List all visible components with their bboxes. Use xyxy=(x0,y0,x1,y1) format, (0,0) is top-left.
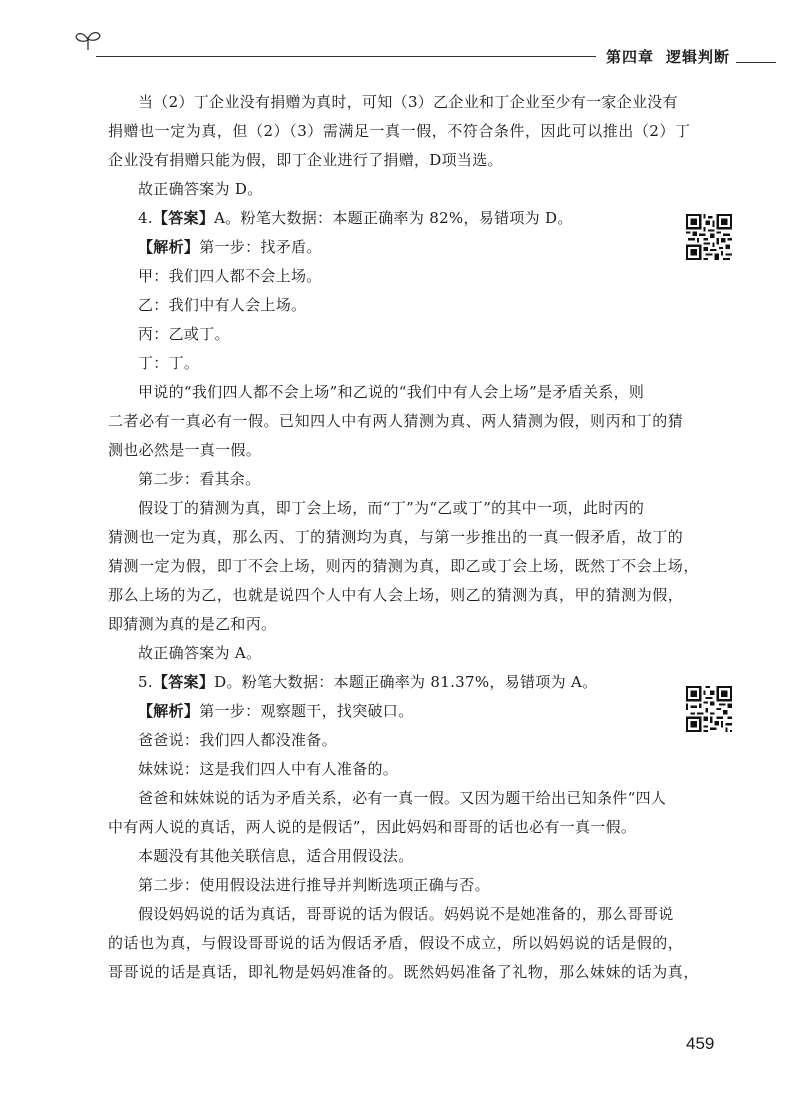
text-line: 即猜测为真的是乙和丙。 xyxy=(108,615,277,633)
analysis-label: 【解析】 xyxy=(138,702,200,720)
text-line: 哥哥说的话是真话，即礼物是妈妈准备的。既然妈妈准备了礼物，那么妹妹的话为真， xyxy=(108,963,699,981)
text-line: 企业没有捐赠只能为假，即丁企业进行了捐赠，D项当选。 xyxy=(108,151,503,169)
question-number: 4. xyxy=(138,209,153,227)
page-header xyxy=(0,0,800,80)
sprout-icon xyxy=(74,28,102,52)
analysis-line xyxy=(108,233,668,262)
answer-label: 【答案】 xyxy=(152,673,215,691)
text-line: 第二步：使用假设法进行推导并判断选项正确与否。 xyxy=(138,876,490,894)
analysis-line xyxy=(108,697,668,726)
chapter-title xyxy=(606,46,730,67)
text-line: 爸爸说：我们四人都没准备。 xyxy=(138,731,337,749)
analysis-label: 【解析】 xyxy=(138,238,200,256)
text-line: 妹妹说：这是我们四人中有人准备的。 xyxy=(138,760,399,778)
qr-code-icon[interactable] xyxy=(686,214,732,260)
text-line: 丁：丁。 xyxy=(138,354,200,372)
text-line: 乙：我们中有人会上场。 xyxy=(138,296,307,314)
answer-label: 【答案】 xyxy=(152,209,215,227)
question-number: 5. xyxy=(138,673,153,691)
answer-text: A。粉笔大数据：本题正确率为 82%，易错项为 D。 xyxy=(214,209,573,227)
analysis-text: 第一步：找矛盾。 xyxy=(199,238,322,256)
text-line: 二者必有一真必有一假。已知四人中有两人猜测为真、两人猜测为假，则丙和丁的猜 xyxy=(108,412,684,430)
text-line: 假设丁的猜测为真，即丁会上场，而“丁”为“乙或丁”的其中一项，此时丙的 xyxy=(138,499,645,517)
answer-line xyxy=(108,668,668,697)
text-line: 那么上场的为乙，也就是说四个人中有人会上场，则乙的猜测为真，甲的猜测为假， xyxy=(108,586,684,604)
text-line: 假设妈妈说的话为真话，哥哥说的话为假话。妈妈说不是她准备的，那么哥哥说 xyxy=(138,905,674,923)
text-line: 当（2）丁企业没有捐赠为真时，可知（3）乙企业和丁企业至少有一家企业没有 xyxy=(138,93,678,111)
text-line: 甲：我们四人都不会上场。 xyxy=(138,267,322,285)
header-rule xyxy=(96,56,596,57)
text-line: 故正确答案为 D。 xyxy=(138,180,263,198)
text-line: 测也必然是一真一假。 xyxy=(108,441,262,459)
chapter-section: 逻辑判断 xyxy=(666,48,731,66)
text-line: 丙：乙或丁。 xyxy=(138,325,230,343)
text-line: 猜测一定为假，即丁不会上场，则丙的猜测为真，即乙或丁会上场，既然丁不会上场， xyxy=(108,557,699,575)
text-line: 爸爸和妹妹说的话为矛盾关系，必有一真一假。又因为题干给出已知条件“四人 xyxy=(138,789,667,807)
text-line: 本题没有其他关联信息，适合用假设法。 xyxy=(138,847,414,865)
text-line: 故正确答案为 A。 xyxy=(138,644,262,662)
header-rule-right xyxy=(736,62,776,63)
qr-code-icon[interactable] xyxy=(686,686,732,732)
chapter-number: 第四章 xyxy=(606,48,655,66)
answer-line xyxy=(108,204,668,233)
answer-text: D。粉笔大数据：本题正确率为 81.37%，易错项为 A。 xyxy=(214,673,598,691)
text-line: 中有两人说的真话，两人说的是假话”，因此妈妈和哥哥的话也必有一真一假。 xyxy=(108,818,637,836)
text-line: 猜测也一定为真，那么丙、丁的猜测均为真，与第一步推出的一真一假矛盾，故丁的 xyxy=(108,528,684,546)
text-line: 捐赠也一定为真，但（2）（3）需满足一真一假，不符合条件，因此可以推出（2）丁 xyxy=(108,122,691,140)
analysis-text: 第一步：观察题干，找突破口。 xyxy=(199,702,414,720)
text-line: 甲说的“我们四人都不会上场”和乙说的“我们中有人会上场”是矛盾关系，则 xyxy=(138,383,645,401)
page-number: 459 xyxy=(686,1034,715,1053)
text-line: 第二步：看其余。 xyxy=(138,470,261,488)
page-body xyxy=(108,88,699,987)
text-line: 的话也为真，与假设哥哥说的话为假话矛盾，假设不成立，所以妈妈说的话是假的， xyxy=(108,934,684,952)
